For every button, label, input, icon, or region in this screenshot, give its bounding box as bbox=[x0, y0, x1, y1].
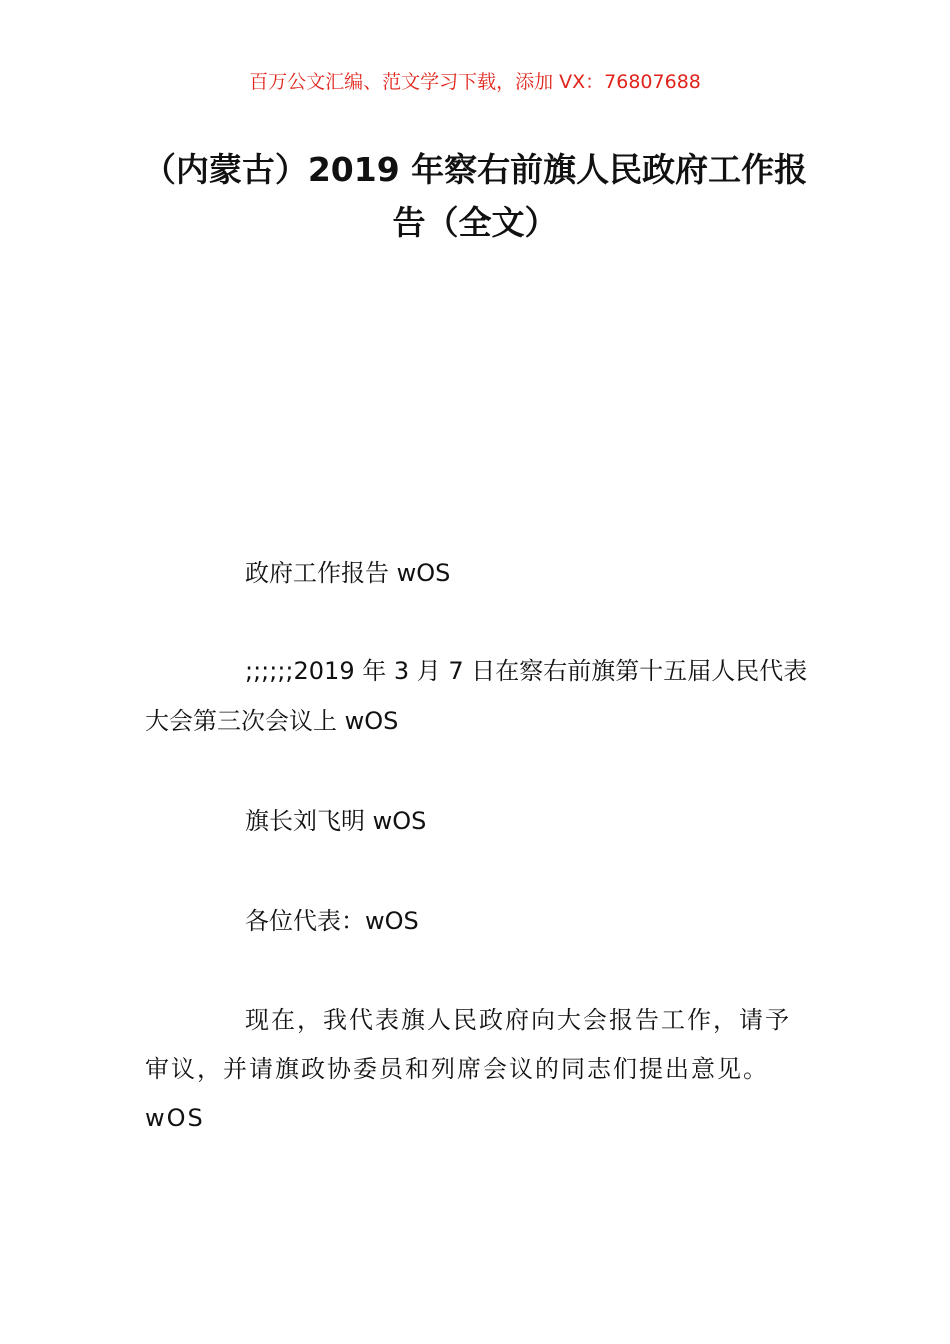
paragraph-speaker: 旗长刘飞明 wOS bbox=[245, 807, 427, 835]
paragraph-meeting-date: ;;;;;;2019 年 3 月 7 日在察右前旗第十五届人民代表大会第三次会议上 wOS bbox=[145, 657, 808, 735]
paragraph-report-label: 政府工作报告 wOS bbox=[245, 559, 451, 587]
header-promo-note: 百万公文汇编、范文学习下载，添加 VX：76807688 bbox=[249, 71, 701, 93]
paragraph-salutation: 各位代表：wOS bbox=[245, 907, 419, 935]
document-title: （内蒙古）2019 年察右前旗人民政府工作报告（全文） bbox=[142, 150, 808, 242]
paragraph-opening: 现在，我代表旗人民政府向大会报告工作，请予审议，并请旗政协委员和列席会议的同志们提出意见。wOS bbox=[145, 1006, 791, 1132]
